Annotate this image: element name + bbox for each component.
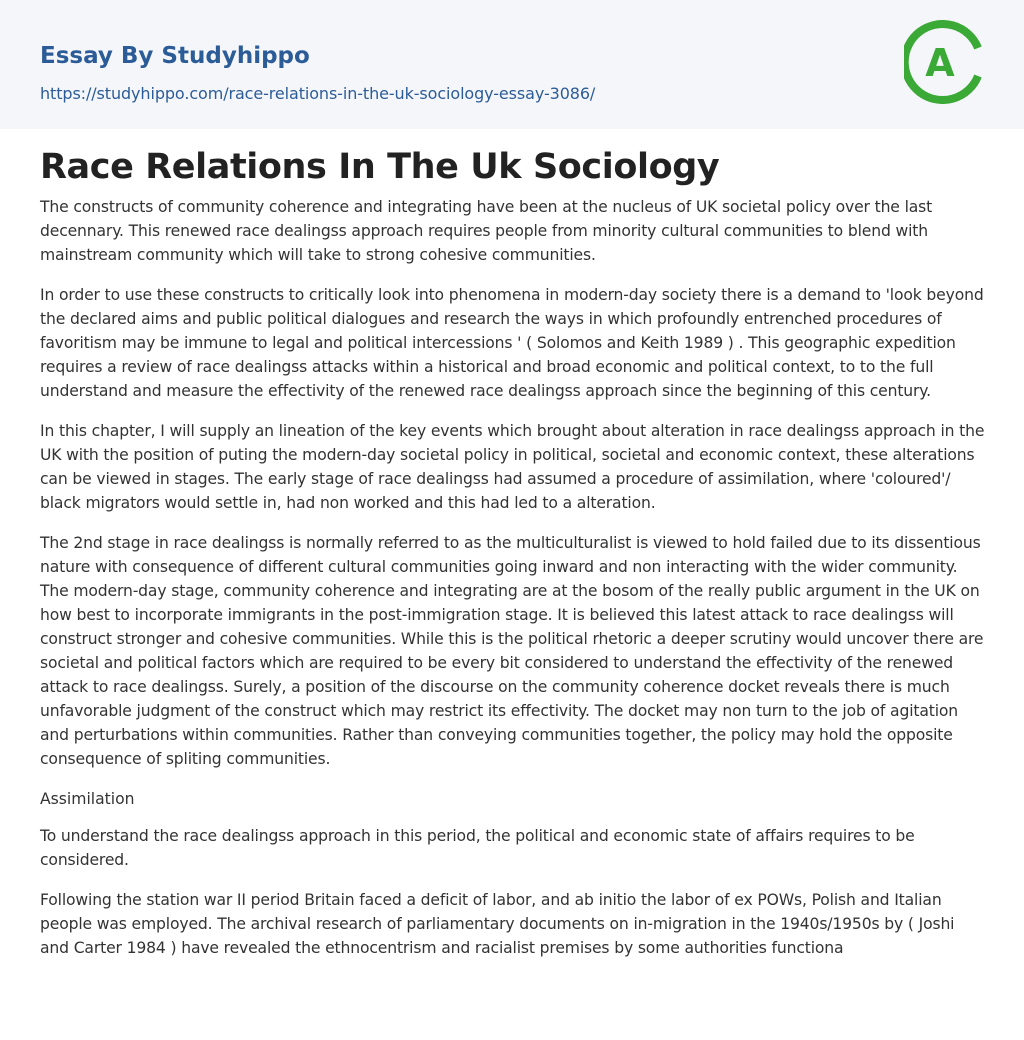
essay-paragraph-4: The 2nd stage in race dealingss is normally referred to as the multiculturalist is viewed to hold failed due to its dissentious nature with consequence of different cultural communities going inward and non interacting with the wider community. The modern-day stage, community coherence and integrating are at the bosom of the really public argument in the UK on how best to incorporate immigrants in the post-immigration stage. It is believed this latest attack to race dealingss will construct stronger and cohesive communities. While this is the political rhetoric a deeper scrutiny would uncover there are societal and political factors which are required to be every bit considered to understand the effectivity of the renewed attack to race dealingss. Surely, a position of the discourse on the community coherence docket reveals there is much unfavorable judgment of the construct which may restrict its effectivity. The docket may non turn to the job of agitation and perturbations within communities. Rather than conveying communities together, the policy may hold the opposite consequence of spliting communities. [40,534,984,768]
essay-title: Race Relations In The Uk Sociology [40,147,720,187]
essay-paragraph-6: Following the station war II period Britain faced a deficit of labor, and ab initio the labor of ex POWs, Polish and Italian people was employed. The archival research of parliamentary documents on in-migration in the 1940s/1950s by ( Joshi and Carter 1984 ) have revealed the ethnocentrism and racialist premises by some authorities functiona [40,891,955,957]
logo-letter: A [925,41,955,85]
content-fade-overlay [0,960,1024,1040]
essay-paragraph-2: In order to use these constructs to critically look into phenomena in modern-day society there is a demand to 'look beyond the declared aims and public political dialogues and research the ways in which profoundly entrenched procedures of favoritism may be immune to legal and political intercessions ' ( Solomos and Keith 1989 ) . This geographic expedition requires a review of race dealingss attacks within a historical and broad economic and political context, to to the full understand and measure the effectivity of the renewed race dealingss approach since the beginning of this century. [40,286,984,400]
brand-title[interactable]: Essay By Studyhippo [40,43,310,69]
essay-paragraph-3: In this chapter, I will supply an lineation of the key events which brought about alteration in race dealingss approach in the UK with the position of puting the modern-day societal policy in political, societal and economic context, these alterations can be viewed in stages. The early stage of race dealingss had assumed a procedure of assimilation, where 'coloured'/ black migrators would settle in, had non worked and this had led to a alteration. [40,422,985,512]
essay-article [40,144,986,976]
studyhippo-logo-icon[interactable] [904,20,988,104]
essay-paragraph-1: The constructs of community coherence and integrating have been at the nucleus of UK societal policy over the last decennary. This renewed race dealingss approach requires people from minority cultural communities to blend with mainstream community which will take to strong cohesive communities. [40,198,933,264]
essay-paragraph-5: To understand the race dealingss approach in this period, the political and economic state of affairs requires to be considered. [40,827,915,869]
section-heading-assimilation: Assimilation [40,790,135,808]
site-header [0,0,1024,129]
essay-url-link[interactable]: https://studyhippo.com/race-relations-in-the-uk-sociology-essay-3086/ [40,84,596,103]
